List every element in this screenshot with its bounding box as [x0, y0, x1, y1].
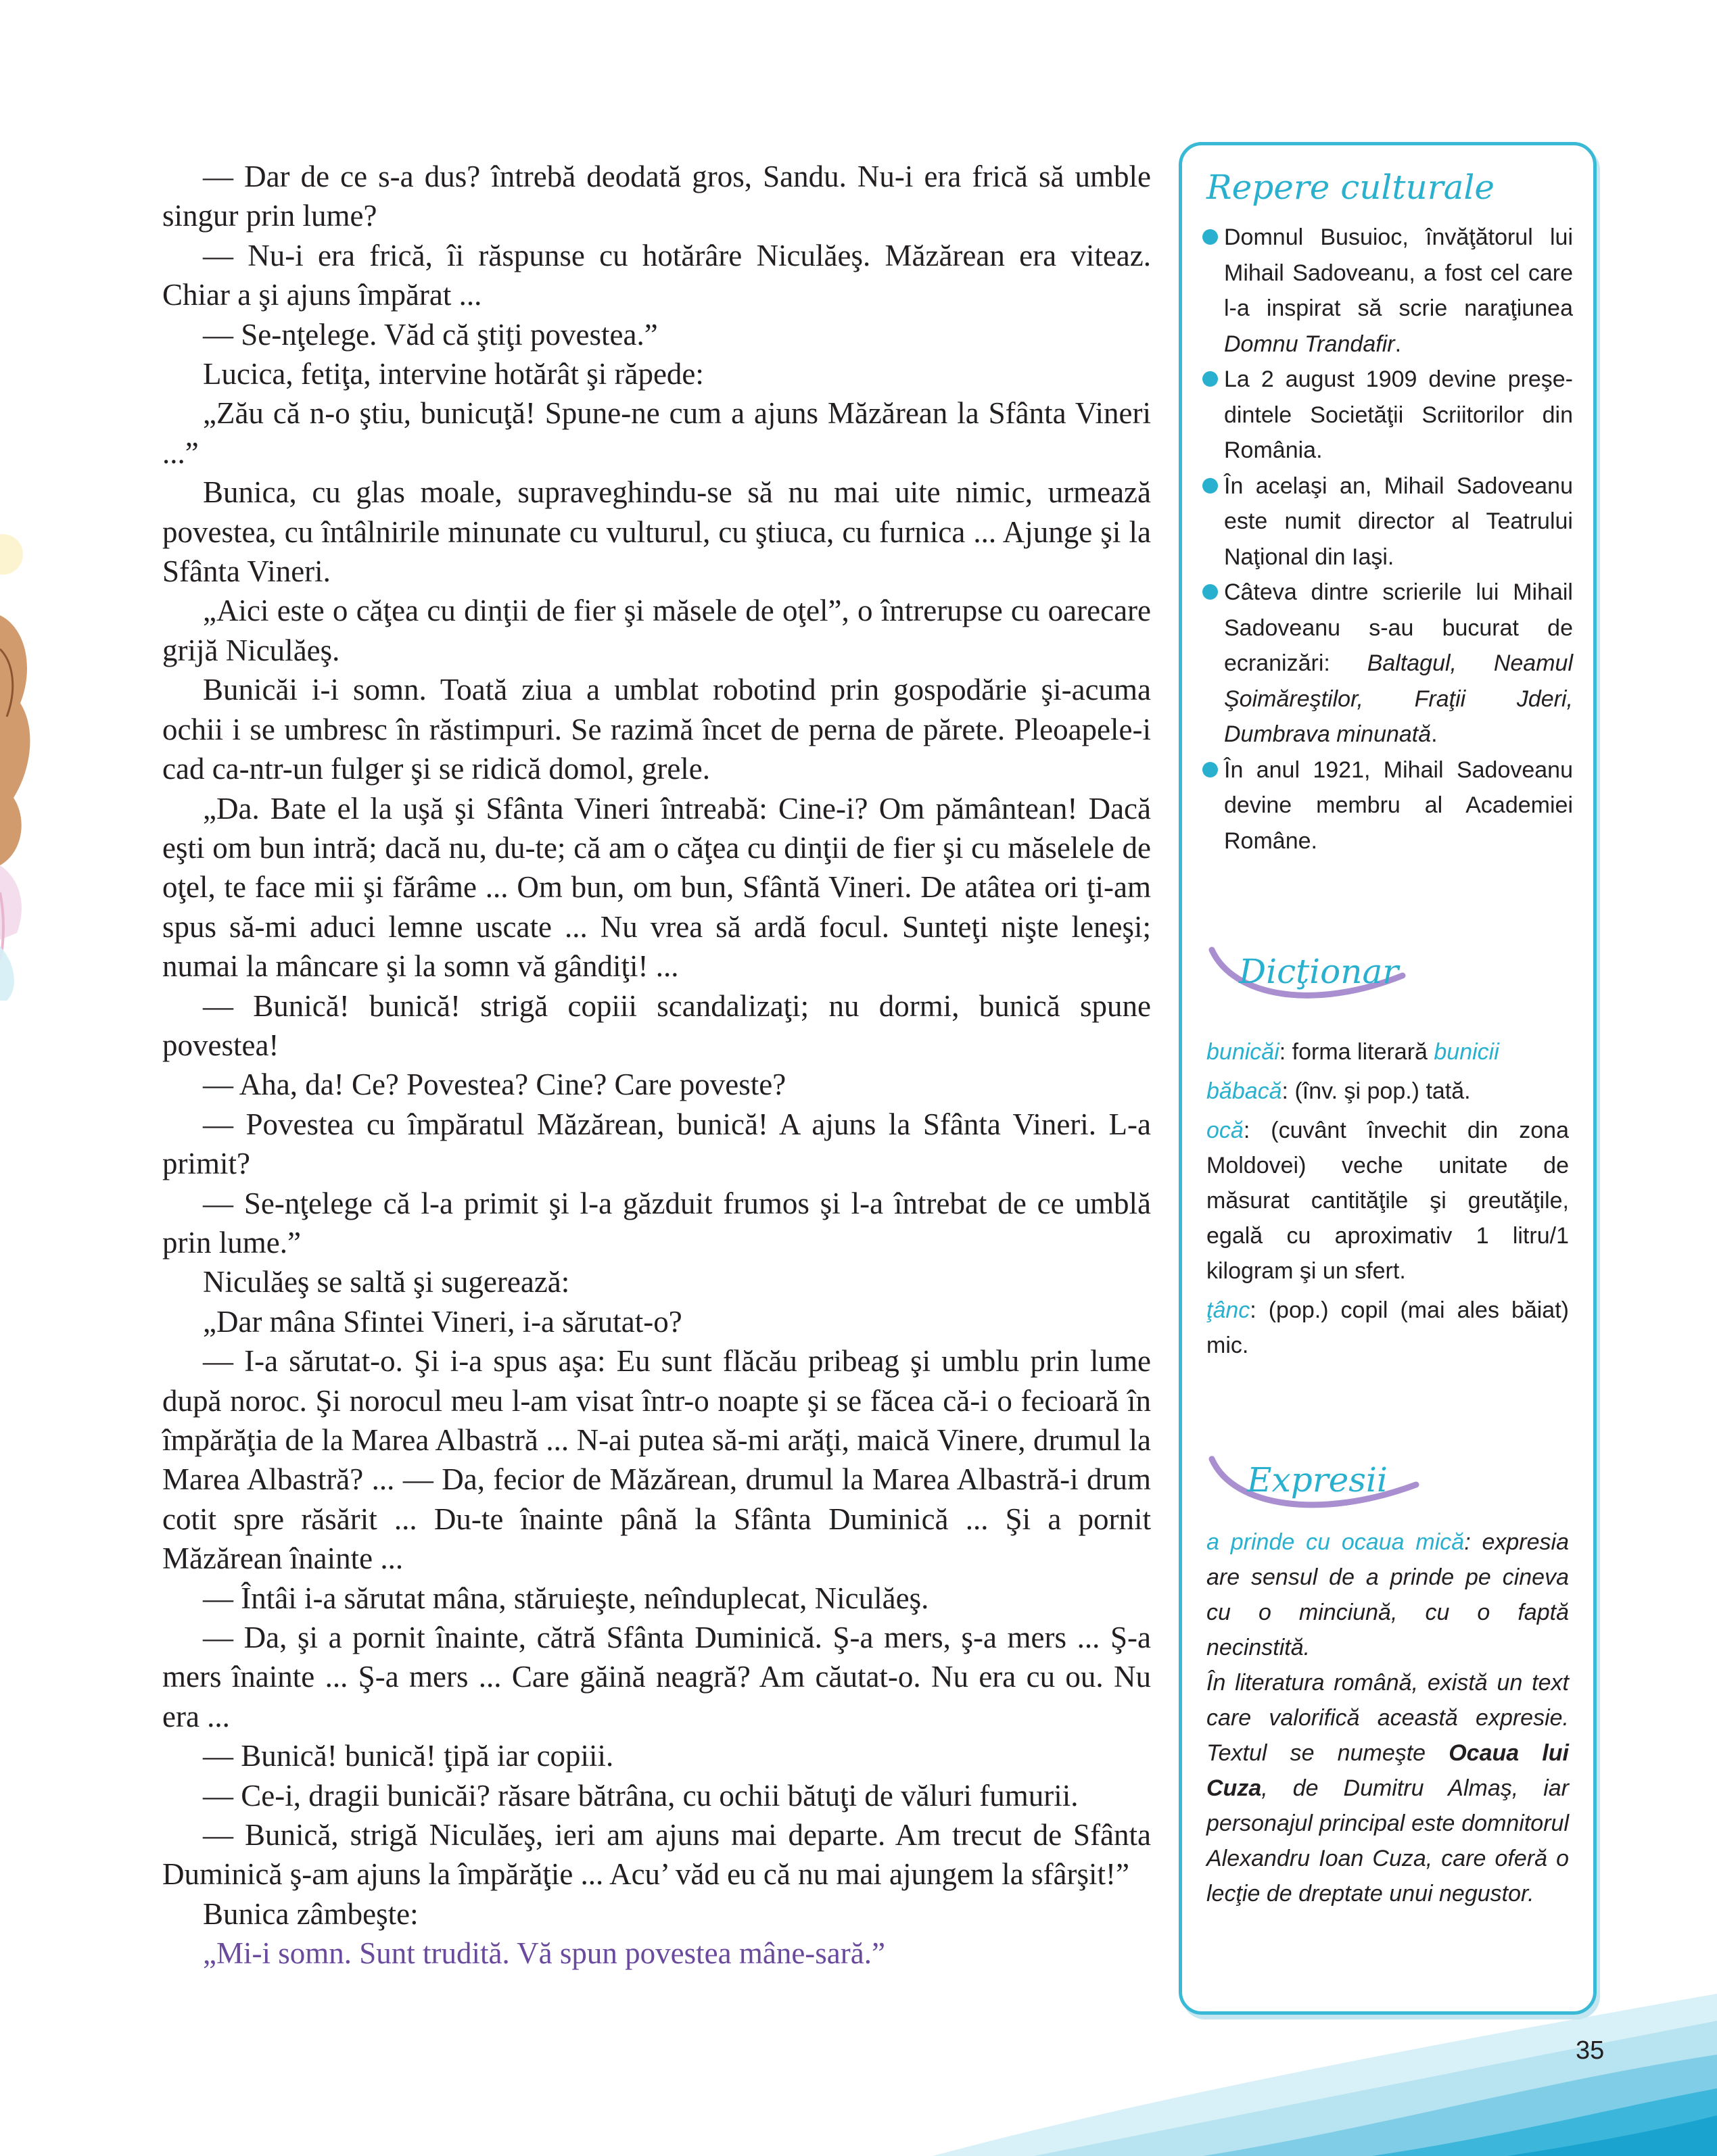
story-paragraph: — Bunică! bunică! ţipă iar copiii.: [203, 1739, 614, 1773]
expressions-text: [1206, 1525, 1569, 1911]
story-text: [162, 157, 1151, 1973]
story-paragraph: — Întâi i-a sărutat mâna, stăruieşte, neînduplecat, Niculăeş.: [203, 1581, 929, 1615]
story-paragraph: — Bunică, strigă Niculăeş, ieri am ajuns mai departe. Am trecut de Sfânta Duminică ş-am ajuns la împărăţie ... Acu’ văd eu că nu mai ajungem la sfârşit!”: [162, 1818, 1151, 1892]
story-closing-line: „Mi-i somn. Sunt trudită. Vă spun povestea mâne-sară.”: [203, 1936, 885, 1971]
bullet-dot-icon: [1202, 229, 1218, 245]
dictionary-entry: băbacă: (înv. şi pop.) tată.: [1206, 1078, 1471, 1104]
bullet-dot-icon: [1202, 584, 1218, 600]
repere-item: În acelaşi an, Mihail Sadoveanu este numit director al Teatrului Naţional din Iaşi.: [1202, 469, 1573, 575]
story-paragraph: — Bunică! bunică! strigă copiii scandalizaţi; nu dormi, bunică spune povestea!: [162, 988, 1151, 1062]
story-paragraph: „Da. Bate el la uşă şi Sfânta Vineri întreabă: Cine-i? Om pământean! Dacă eşti om bun intră; dacă nu, du-te; că am o căţea cu dinţii de fier şi cu măselele de oţel, te face mii şi fărâme ... Om bun, om bun, Sfântă Vineri. De atâtea ori ţi-am spus să-mi aduci lemne uscate ... Nu vrea să ardă focul. Sunteţi nişte leneşi; numai la mâncare şi la somn vă gândiţi! ...: [162, 791, 1151, 984]
story-paragraph: Bunica zâmbeşte:: [203, 1896, 419, 1931]
repere-item: Domnul Busuioc, învăţătorul lui Mihail Sadoveanu, a fost cel care l-a inspirat să scrie naraţiunea Domnu Trandafir.: [1202, 220, 1573, 362]
dictionary-entry: bunicăi: forma literară bunicii: [1206, 1039, 1499, 1065]
story-paragraph: — Povestea cu împăratul Măzărean, bunică! A ajuns la Sfânta Vineri. L-a primit?: [162, 1107, 1151, 1181]
repere-list: [1202, 220, 1573, 859]
repere-item: În anul 1921, Mihail Sadoveanu devine membru al Academiei Române.: [1202, 752, 1573, 859]
story-paragraph: — Se-nţelege că l-a primit şi l-a găzduit frumos şi l-a întrebat de ce umblă prin lume.”: [162, 1186, 1151, 1260]
story-paragraph: „Dar mâna Sfintei Vineri, i-a sărutat-o?: [203, 1304, 682, 1339]
story-paragraph: — Ce-i, dragii bunicăi? răsare bătrâna, cu ochii bătuţi de văluri fumurii.: [203, 1778, 1079, 1813]
expressions-heading: Expresii: [1247, 1460, 1388, 1500]
page-number: 35: [1576, 2036, 1605, 2065]
story-paragraph: Bunicăi i-i somn. Toată ziua a umblat robotind prin gospodărie şi-acuma ochii i se umbresc în răstimpuri. Se razimă încet de perna de părete. Pleoapele-i cad ca-ntr-un fulger şi se ridică domol, grele.: [162, 673, 1151, 786]
story-paragraph: Lucica, fetiţa, intervine hotărât şi răpede:: [203, 357, 704, 391]
sidebar-box: [1179, 142, 1597, 2015]
story-paragraph: „Aici este o căţea cu dinţii de fier şi măsele de oţel”, o întrerupse cu oarecare grijă Niculăeş.: [162, 594, 1151, 667]
dictionary-entries: [1206, 1034, 1569, 1363]
dictionary-entry: ocă: (cuvânt învechit din zona Moldovei) veche unitate de măsurat cantităţile şi greutăţile, egală cu aproximativ 1 litru/1 kilogram şi un sfert.: [1206, 1118, 1569, 1284]
dictionary-heading: Dicţionar: [1239, 952, 1399, 991]
story-paragraph: — Da, şi a pornit înainte, cătră Sfânta Duminică. Ş-a mers, ş-a mers ... Ş-a mers înainte ... Ş-a mers ... Care găină neagră? Am căutat-o. Nu era cu ou. Nu era ...: [162, 1621, 1151, 1733]
repere-culturale-heading: Repere culturale: [1206, 168, 1495, 207]
story-paragraph: — I-a sărutat-o. Şi i-a spus aşa: Eu sunt flăcău pribeag şi umblu prin lume după noroc. Şi norocul meu l-am visat într-o noapte şi se făcea că-i o fecioară în împărăţia de la Marea Albastră ... N-ai putea să-mi arăţi, maică Vinere, drumul la Marea Albastră? ... — Da, fecior de Măzărean, drumul la Marea Albastră-i drum cotit spre răsărit ... Du-te înainte până la Sfânta Duminică ... Şi a pornit Măzărean înainte ...: [162, 1344, 1151, 1576]
story-paragraph: Niculăeş se saltă şi sugerează:: [203, 1265, 570, 1299]
repere-item: La 2 august 1909 devine preşedintele Societăţii Scriitorilor din România.: [1202, 362, 1573, 469]
story-paragraph: Bunica, cu glas moale, supraveghindu-se să nu mai uite nimic, urmează povestea, cu întâlnirile minunate cu vulturul, cu ştiuca, cu furnica ... Ajunge şi la Sfânta Vineri.: [162, 475, 1151, 589]
bullet-dot-icon: [1202, 371, 1218, 387]
girl-illustration-fragment: [0, 514, 41, 1001]
story-paragraph: — Nu-i era frică, îi răspunse cu hotărâre Niculăeş. Măzărean era viteaz. Chiar a şi ajuns împărat ...: [162, 238, 1151, 312]
story-paragraph: — Dar de ce s-a dus? întrebă deodată gros, Sandu. Nu-i era frică să umble singur prin lume?: [162, 160, 1151, 233]
bullet-dot-icon: [1202, 478, 1218, 494]
story-paragraph: — Se-nţelege. Văd că ştiţi povestea.”: [203, 317, 658, 352]
dictionary-entry: ţânc: (pop.) copil (mai ales băiat) mic.: [1206, 1297, 1569, 1358]
bullet-dot-icon: [1202, 762, 1218, 777]
story-paragraph: „Zău că n-o ştiu, bunicuţă! Spune-ne cum a ajuns Măzărean la Sfânta Vineri ...”: [162, 396, 1151, 470]
expression-definition: a prinde cu ocaua mică: expresia are sensul de a prinde pe cineva cu o minciună, cu o faptă necinstită.: [1206, 1529, 1570, 1660]
expression-note: În literatura română, există un text care valorifică această expresie. Textul se numeşte Ocaua lui Cuza, de Dumitru Almaş, iar personajul principal este domnitorul Alexandru Ioan Cuza, care oferă o lecţie de dreptate unui negustor.: [1206, 1670, 1569, 1907]
repere-item: Câteva dintre scrierile lui Mihail Sadoveanu s-au bucurat de ecranizări: Baltagul, Neamul Şoimăreştilor, Fraţii Jderi, Dumbrava minunată.: [1202, 575, 1573, 752]
story-paragraph: — Aha, da! Ce? Povestea? Cine? Care poveste?: [203, 1068, 786, 1102]
